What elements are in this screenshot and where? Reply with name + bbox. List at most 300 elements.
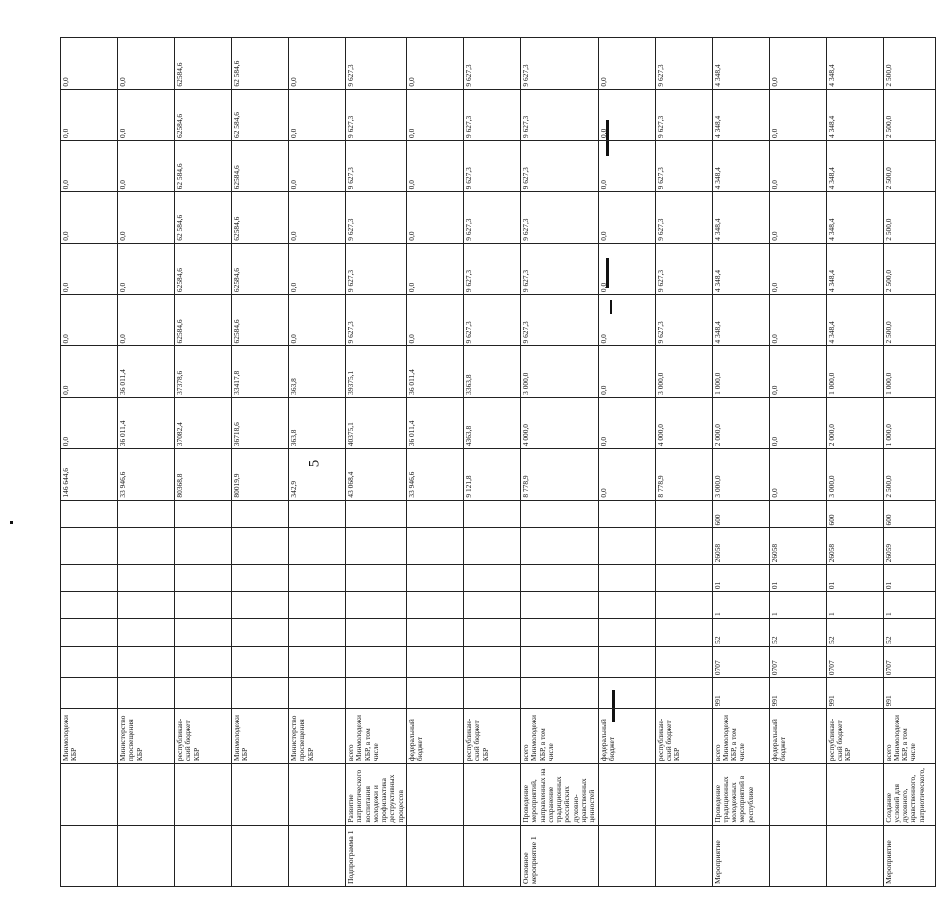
executor-cell: Министерство просвещения КБР <box>289 709 346 764</box>
vr-code <box>655 500 712 528</box>
om-code <box>61 565 118 592</box>
pgp-code: 1 <box>826 592 883 619</box>
value-cell: 0,0 <box>598 346 655 397</box>
status-cell <box>769 825 826 886</box>
table-row <box>463 38 520 887</box>
value-cell: 9 627,3 <box>520 89 598 140</box>
value-cell: 37378,6 <box>175 346 232 397</box>
executor-cell: федеральный бюджет <box>598 709 655 764</box>
value-cell: 0,0 <box>406 89 463 140</box>
value-cell: 3 000,0 <box>712 449 769 500</box>
value-cell: 0,0 <box>598 192 655 243</box>
value-cell: 62584,6 <box>175 89 232 140</box>
status-cell <box>289 825 346 886</box>
value-cell: 0,0 <box>769 192 826 243</box>
value-cell: 342,9 <box>289 449 346 500</box>
value-cell: 0,0 <box>61 346 118 397</box>
value-cell: 0,0 <box>118 192 175 243</box>
grbs-code <box>175 678 232 709</box>
ce-code: 26058 <box>712 528 769 565</box>
table-row <box>289 38 346 887</box>
value-cell: 4 348,4 <box>826 38 883 90</box>
value-cell: 80019,9 <box>232 449 289 500</box>
value-cell: 0,0 <box>598 295 655 346</box>
value-cell: 2 500,0 <box>883 38 935 90</box>
ce-code <box>346 528 407 565</box>
om-code: 01 <box>826 565 883 592</box>
gp-code <box>175 618 232 646</box>
rzpr-code <box>118 646 175 677</box>
table-row <box>712 38 769 887</box>
rzpr-code <box>406 646 463 677</box>
rzpr-code <box>175 646 232 677</box>
value-cell: 2 000,0 <box>712 397 769 448</box>
vr-code: 600 <box>883 500 935 528</box>
rzpr-code <box>61 646 118 677</box>
pgp-code <box>175 592 232 619</box>
value-cell: 9 627,3 <box>655 243 712 294</box>
ce-code <box>289 528 346 565</box>
executor-cell: Минмолодежи КБР <box>61 709 118 764</box>
value-cell: 0,0 <box>118 243 175 294</box>
value-cell: 0,0 <box>769 295 826 346</box>
grbs-code <box>61 678 118 709</box>
value-cell: 9 627,3 <box>346 140 407 191</box>
status-cell <box>61 825 118 886</box>
table-row <box>520 38 598 887</box>
value-cell: 9 627,3 <box>463 38 520 90</box>
rzpr-code <box>289 646 346 677</box>
status-cell: Мероприятие <box>712 825 769 886</box>
value-cell: 9 627,3 <box>655 89 712 140</box>
status-cell <box>463 825 520 886</box>
value-cell: 9 627,3 <box>655 295 712 346</box>
value-cell: 1 000,0 <box>883 397 935 448</box>
gp-code <box>598 618 655 646</box>
value-cell: 1 000,0 <box>712 346 769 397</box>
gp-code: 52 <box>883 618 935 646</box>
value-cell: 0,0 <box>118 140 175 191</box>
rzpr-code <box>655 646 712 677</box>
table-row <box>346 38 407 887</box>
value-cell: 1 000,0 <box>826 346 883 397</box>
value-cell: 2 500,0 <box>883 192 935 243</box>
value-cell: 9 627,3 <box>463 243 520 294</box>
gp-code <box>406 618 463 646</box>
scan-mark <box>10 521 13 524</box>
vr-code: 600 <box>826 500 883 528</box>
pgp-code <box>598 592 655 619</box>
value-cell: 4 000,0 <box>655 397 712 448</box>
value-cell: 37082,4 <box>175 397 232 448</box>
value-cell: 36 011,4 <box>118 397 175 448</box>
om-code <box>118 565 175 592</box>
value-cell: 4 348,4 <box>826 89 883 140</box>
status-cell: Подпрограмма 1 <box>346 825 407 886</box>
value-cell: 43 068,4 <box>346 449 407 500</box>
value-cell: 62584,6 <box>175 243 232 294</box>
executor-cell: федеральный бюджет <box>769 709 826 764</box>
table-row <box>61 38 118 887</box>
value-cell: 0,0 <box>61 89 118 140</box>
rzpr-code <box>232 646 289 677</box>
value-cell: 62584,6 <box>232 192 289 243</box>
name-cell: Развитие патриотического воспитания молодежи и профилактика деструктивных процессов <box>346 764 407 825</box>
value-cell: 9 627,3 <box>346 89 407 140</box>
value-cell: 62 584,6 <box>232 89 289 140</box>
grbs-code: 991 <box>883 678 935 709</box>
executor-cell: всего Минмолодежи КБР, в том числе <box>346 709 407 764</box>
rzpr-code <box>463 646 520 677</box>
value-cell: 0,0 <box>769 397 826 448</box>
grbs-code <box>406 678 463 709</box>
value-cell: 9 627,3 <box>520 140 598 191</box>
value-cell: 4363,8 <box>463 397 520 448</box>
value-cell: 4 348,4 <box>712 140 769 191</box>
pgp-code: 1 <box>769 592 826 619</box>
value-cell: 62 584,6 <box>175 140 232 191</box>
value-cell: 0,0 <box>598 449 655 500</box>
value-cell: 9 627,3 <box>520 38 598 90</box>
value-cell: 2 500,0 <box>883 295 935 346</box>
value-cell: 146 644,6 <box>61 449 118 500</box>
value-cell: 0,0 <box>118 295 175 346</box>
value-cell: 0,0 <box>598 38 655 90</box>
status-cell: Основное мероприятие 1 <box>520 825 598 886</box>
table-row <box>406 38 463 887</box>
om-code: 01 <box>769 565 826 592</box>
rzpr-code: 0707 <box>769 646 826 677</box>
value-cell: 0,0 <box>118 38 175 90</box>
value-cell: 0,0 <box>769 89 826 140</box>
value-cell: 36718,6 <box>232 397 289 448</box>
executor-cell: федеральный бюджет <box>406 709 463 764</box>
value-cell: 0,0 <box>406 38 463 90</box>
executor-cell: республикан-ский бюджет КБР <box>175 709 232 764</box>
om-code: 01 <box>883 565 935 592</box>
value-cell: 33 946,6 <box>118 449 175 500</box>
pgp-code <box>655 592 712 619</box>
status-cell <box>175 825 232 886</box>
value-cell: 4 348,4 <box>826 140 883 191</box>
pgp-code <box>463 592 520 619</box>
ce-code <box>406 528 463 565</box>
value-cell: 3363,8 <box>463 346 520 397</box>
om-code <box>346 565 407 592</box>
value-cell: 9 627,3 <box>346 38 407 90</box>
value-cell: 0,0 <box>61 38 118 90</box>
grbs-code <box>463 678 520 709</box>
value-cell: 80368,8 <box>175 449 232 500</box>
rzpr-code <box>520 646 598 677</box>
value-cell: 0,0 <box>769 449 826 500</box>
om-code <box>289 565 346 592</box>
gp-code: 52 <box>769 618 826 646</box>
value-cell: 36 011,4 <box>118 346 175 397</box>
value-cell: 0,0 <box>61 192 118 243</box>
grbs-code <box>520 678 598 709</box>
pgp-code <box>406 592 463 619</box>
vr-code <box>118 500 175 528</box>
vr-code <box>61 500 118 528</box>
value-cell: 9 627,3 <box>655 38 712 90</box>
om-code <box>655 565 712 592</box>
value-cell: 0,0 <box>61 397 118 448</box>
value-cell: 0,0 <box>61 295 118 346</box>
name-cell <box>769 764 826 825</box>
pgp-code <box>520 592 598 619</box>
ce-code <box>463 528 520 565</box>
table-row <box>826 38 883 887</box>
rzpr-code <box>598 646 655 677</box>
value-cell: 0,0 <box>598 397 655 448</box>
grbs-code <box>118 678 175 709</box>
vr-code <box>598 500 655 528</box>
name-cell: Проведение традиционных молодежных мероприятий в республике <box>712 764 769 825</box>
value-cell: 9 627,3 <box>520 192 598 243</box>
pgp-code: 1 <box>712 592 769 619</box>
value-cell: 4 348,4 <box>826 192 883 243</box>
name-cell <box>61 764 118 825</box>
value-cell: 0,0 <box>406 192 463 243</box>
value-cell: 62584,6 <box>175 295 232 346</box>
vr-code <box>406 500 463 528</box>
name-cell: Создание условий для духовного, нравственного, патриотического, <box>883 764 935 825</box>
ce-code: 26058 <box>826 528 883 565</box>
value-cell: 0,0 <box>289 140 346 191</box>
grbs-code <box>655 678 712 709</box>
vr-code <box>769 500 826 528</box>
gp-code <box>463 618 520 646</box>
value-cell: 0,0 <box>769 38 826 90</box>
name-cell <box>463 764 520 825</box>
value-cell: 9 121,8 <box>463 449 520 500</box>
value-cell: 0,0 <box>406 140 463 191</box>
value-cell: 2 500,0 <box>883 89 935 140</box>
value-cell: 0,0 <box>289 295 346 346</box>
pgp-code <box>346 592 407 619</box>
value-cell: 0,0 <box>598 89 655 140</box>
gp-code <box>346 618 407 646</box>
ce-code <box>520 528 598 565</box>
value-cell: 0,0 <box>289 243 346 294</box>
value-cell: 4 348,4 <box>826 295 883 346</box>
vr-code <box>289 500 346 528</box>
pgp-code: 1 <box>883 592 935 619</box>
value-cell: 0,0 <box>769 346 826 397</box>
value-cell: 39375,1 <box>346 346 407 397</box>
value-cell: 363,8 <box>289 397 346 448</box>
status-cell <box>598 825 655 886</box>
executor-cell: Минмолодежи КБР <box>232 709 289 764</box>
gp-code <box>289 618 346 646</box>
gp-code <box>232 618 289 646</box>
name-cell <box>826 764 883 825</box>
value-cell: 1 000,0 <box>883 346 935 397</box>
value-cell: 8 778,9 <box>655 449 712 500</box>
table-row <box>175 38 232 887</box>
executor-cell: республикан-ский бюджет КБР <box>463 709 520 764</box>
table-row <box>118 38 175 887</box>
ce-code <box>655 528 712 565</box>
vr-code: 600 <box>712 500 769 528</box>
table-row <box>655 38 712 887</box>
budget-table <box>60 37 936 887</box>
gp-code: 52 <box>712 618 769 646</box>
value-cell: 4 348,4 <box>712 243 769 294</box>
value-cell: 4 000,0 <box>520 397 598 448</box>
value-cell: 4 348,4 <box>712 89 769 140</box>
pgp-code <box>61 592 118 619</box>
status-cell <box>826 825 883 886</box>
value-cell: 33417,8 <box>232 346 289 397</box>
vr-code <box>463 500 520 528</box>
value-cell: 3 000,0 <box>826 449 883 500</box>
om-code <box>175 565 232 592</box>
value-cell: 62 584,6 <box>232 38 289 90</box>
ce-code <box>175 528 232 565</box>
gp-code <box>520 618 598 646</box>
value-cell: 2 500,0 <box>883 140 935 191</box>
table-body <box>61 38 936 887</box>
page-number: 5 <box>306 459 323 468</box>
gp-code <box>118 618 175 646</box>
value-cell: 0,0 <box>769 243 826 294</box>
value-cell: 9 627,3 <box>463 89 520 140</box>
pgp-code <box>289 592 346 619</box>
value-cell: 0,0 <box>769 140 826 191</box>
value-cell: 36 011,4 <box>406 397 463 448</box>
value-cell: 9 627,3 <box>463 140 520 191</box>
gp-code <box>655 618 712 646</box>
value-cell: 2 500,0 <box>883 449 935 500</box>
value-cell: 0,0 <box>61 243 118 294</box>
ce-code <box>232 528 289 565</box>
value-cell: 0,0 <box>289 192 346 243</box>
value-cell: 9 627,3 <box>463 192 520 243</box>
value-cell: 0,0 <box>598 243 655 294</box>
value-cell: 9 627,3 <box>463 295 520 346</box>
value-cell: 33 946,6 <box>406 449 463 500</box>
ce-code <box>61 528 118 565</box>
value-cell: 62584,6 <box>175 38 232 90</box>
value-cell: 40375,1 <box>346 397 407 448</box>
value-cell: 3 000,0 <box>655 346 712 397</box>
table-row <box>769 38 826 887</box>
rzpr-code: 0707 <box>883 646 935 677</box>
om-code <box>463 565 520 592</box>
om-code: 01 <box>712 565 769 592</box>
ce-code <box>118 528 175 565</box>
table-row <box>598 38 655 887</box>
grbs-code <box>289 678 346 709</box>
executor-cell: всего Минмолодежи КБР, в том числе <box>520 709 598 764</box>
name-cell <box>655 764 712 825</box>
value-cell: 9 627,3 <box>520 295 598 346</box>
vr-code <box>232 500 289 528</box>
vr-code <box>175 500 232 528</box>
value-cell: 0,0 <box>289 38 346 90</box>
gp-code <box>61 618 118 646</box>
name-cell <box>598 764 655 825</box>
gp-code: 52 <box>826 618 883 646</box>
value-cell: 9 627,3 <box>655 140 712 191</box>
name-cell: Проведение мероприятий, направленных на сохранение традиционных российских духовно-нравственных ценностей <box>520 764 598 825</box>
value-cell: 363,8 <box>289 346 346 397</box>
rzpr-code <box>346 646 407 677</box>
value-cell: 62584,6 <box>232 140 289 191</box>
value-cell: 0,0 <box>406 295 463 346</box>
value-cell: 4 348,4 <box>712 38 769 90</box>
om-code <box>598 565 655 592</box>
om-code <box>520 565 598 592</box>
name-cell <box>406 764 463 825</box>
status-cell <box>232 825 289 886</box>
status-cell <box>406 825 463 886</box>
vr-code <box>520 500 598 528</box>
value-cell: 9 627,3 <box>346 192 407 243</box>
name-cell <box>289 764 346 825</box>
status-cell <box>118 825 175 886</box>
value-cell: 9 627,3 <box>346 243 407 294</box>
grbs-code <box>232 678 289 709</box>
value-cell: 0,0 <box>598 140 655 191</box>
grbs-code: 991 <box>712 678 769 709</box>
value-cell: 36 011,4 <box>406 346 463 397</box>
status-cell <box>655 825 712 886</box>
table-row <box>232 38 289 887</box>
value-cell: 62 584,6 <box>175 192 232 243</box>
executor-cell: всего Минмолодежи КБР, в том числе <box>883 709 935 764</box>
executor-cell: всего Минмолодежи КБР, в том числе <box>712 709 769 764</box>
vr-code <box>346 500 407 528</box>
om-code <box>406 565 463 592</box>
value-cell: 9 627,3 <box>520 243 598 294</box>
value-cell: 0,0 <box>289 89 346 140</box>
value-cell: 9 627,3 <box>346 295 407 346</box>
om-code <box>232 565 289 592</box>
ce-code <box>598 528 655 565</box>
executor-cell: республикан-ский бюджет КБР <box>655 709 712 764</box>
grbs-code: 991 <box>769 678 826 709</box>
name-cell <box>175 764 232 825</box>
value-cell: 8 778,9 <box>520 449 598 500</box>
table-container <box>60 37 926 887</box>
executor-cell: Министерство просвещения КБР <box>118 709 175 764</box>
ce-code: 26058 <box>769 528 826 565</box>
name-cell <box>118 764 175 825</box>
rzpr-code: 0707 <box>826 646 883 677</box>
value-cell: 3 000,0 <box>520 346 598 397</box>
table-row <box>883 38 935 887</box>
value-cell: 4 348,4 <box>712 192 769 243</box>
value-cell: 9 627,3 <box>655 192 712 243</box>
value-cell: 0,0 <box>118 89 175 140</box>
grbs-code <box>346 678 407 709</box>
pgp-code <box>118 592 175 619</box>
value-cell: 4 348,4 <box>712 295 769 346</box>
grbs-code <box>598 678 655 709</box>
value-cell: 62584,6 <box>232 243 289 294</box>
rzpr-code: 0707 <box>712 646 769 677</box>
value-cell: 2 500,0 <box>883 243 935 294</box>
value-cell: 0,0 <box>406 243 463 294</box>
value-cell: 62584,6 <box>232 295 289 346</box>
pgp-code <box>232 592 289 619</box>
value-cell: 0,0 <box>61 140 118 191</box>
executor-cell: республикан-ский бюджет КБР <box>826 709 883 764</box>
name-cell <box>232 764 289 825</box>
